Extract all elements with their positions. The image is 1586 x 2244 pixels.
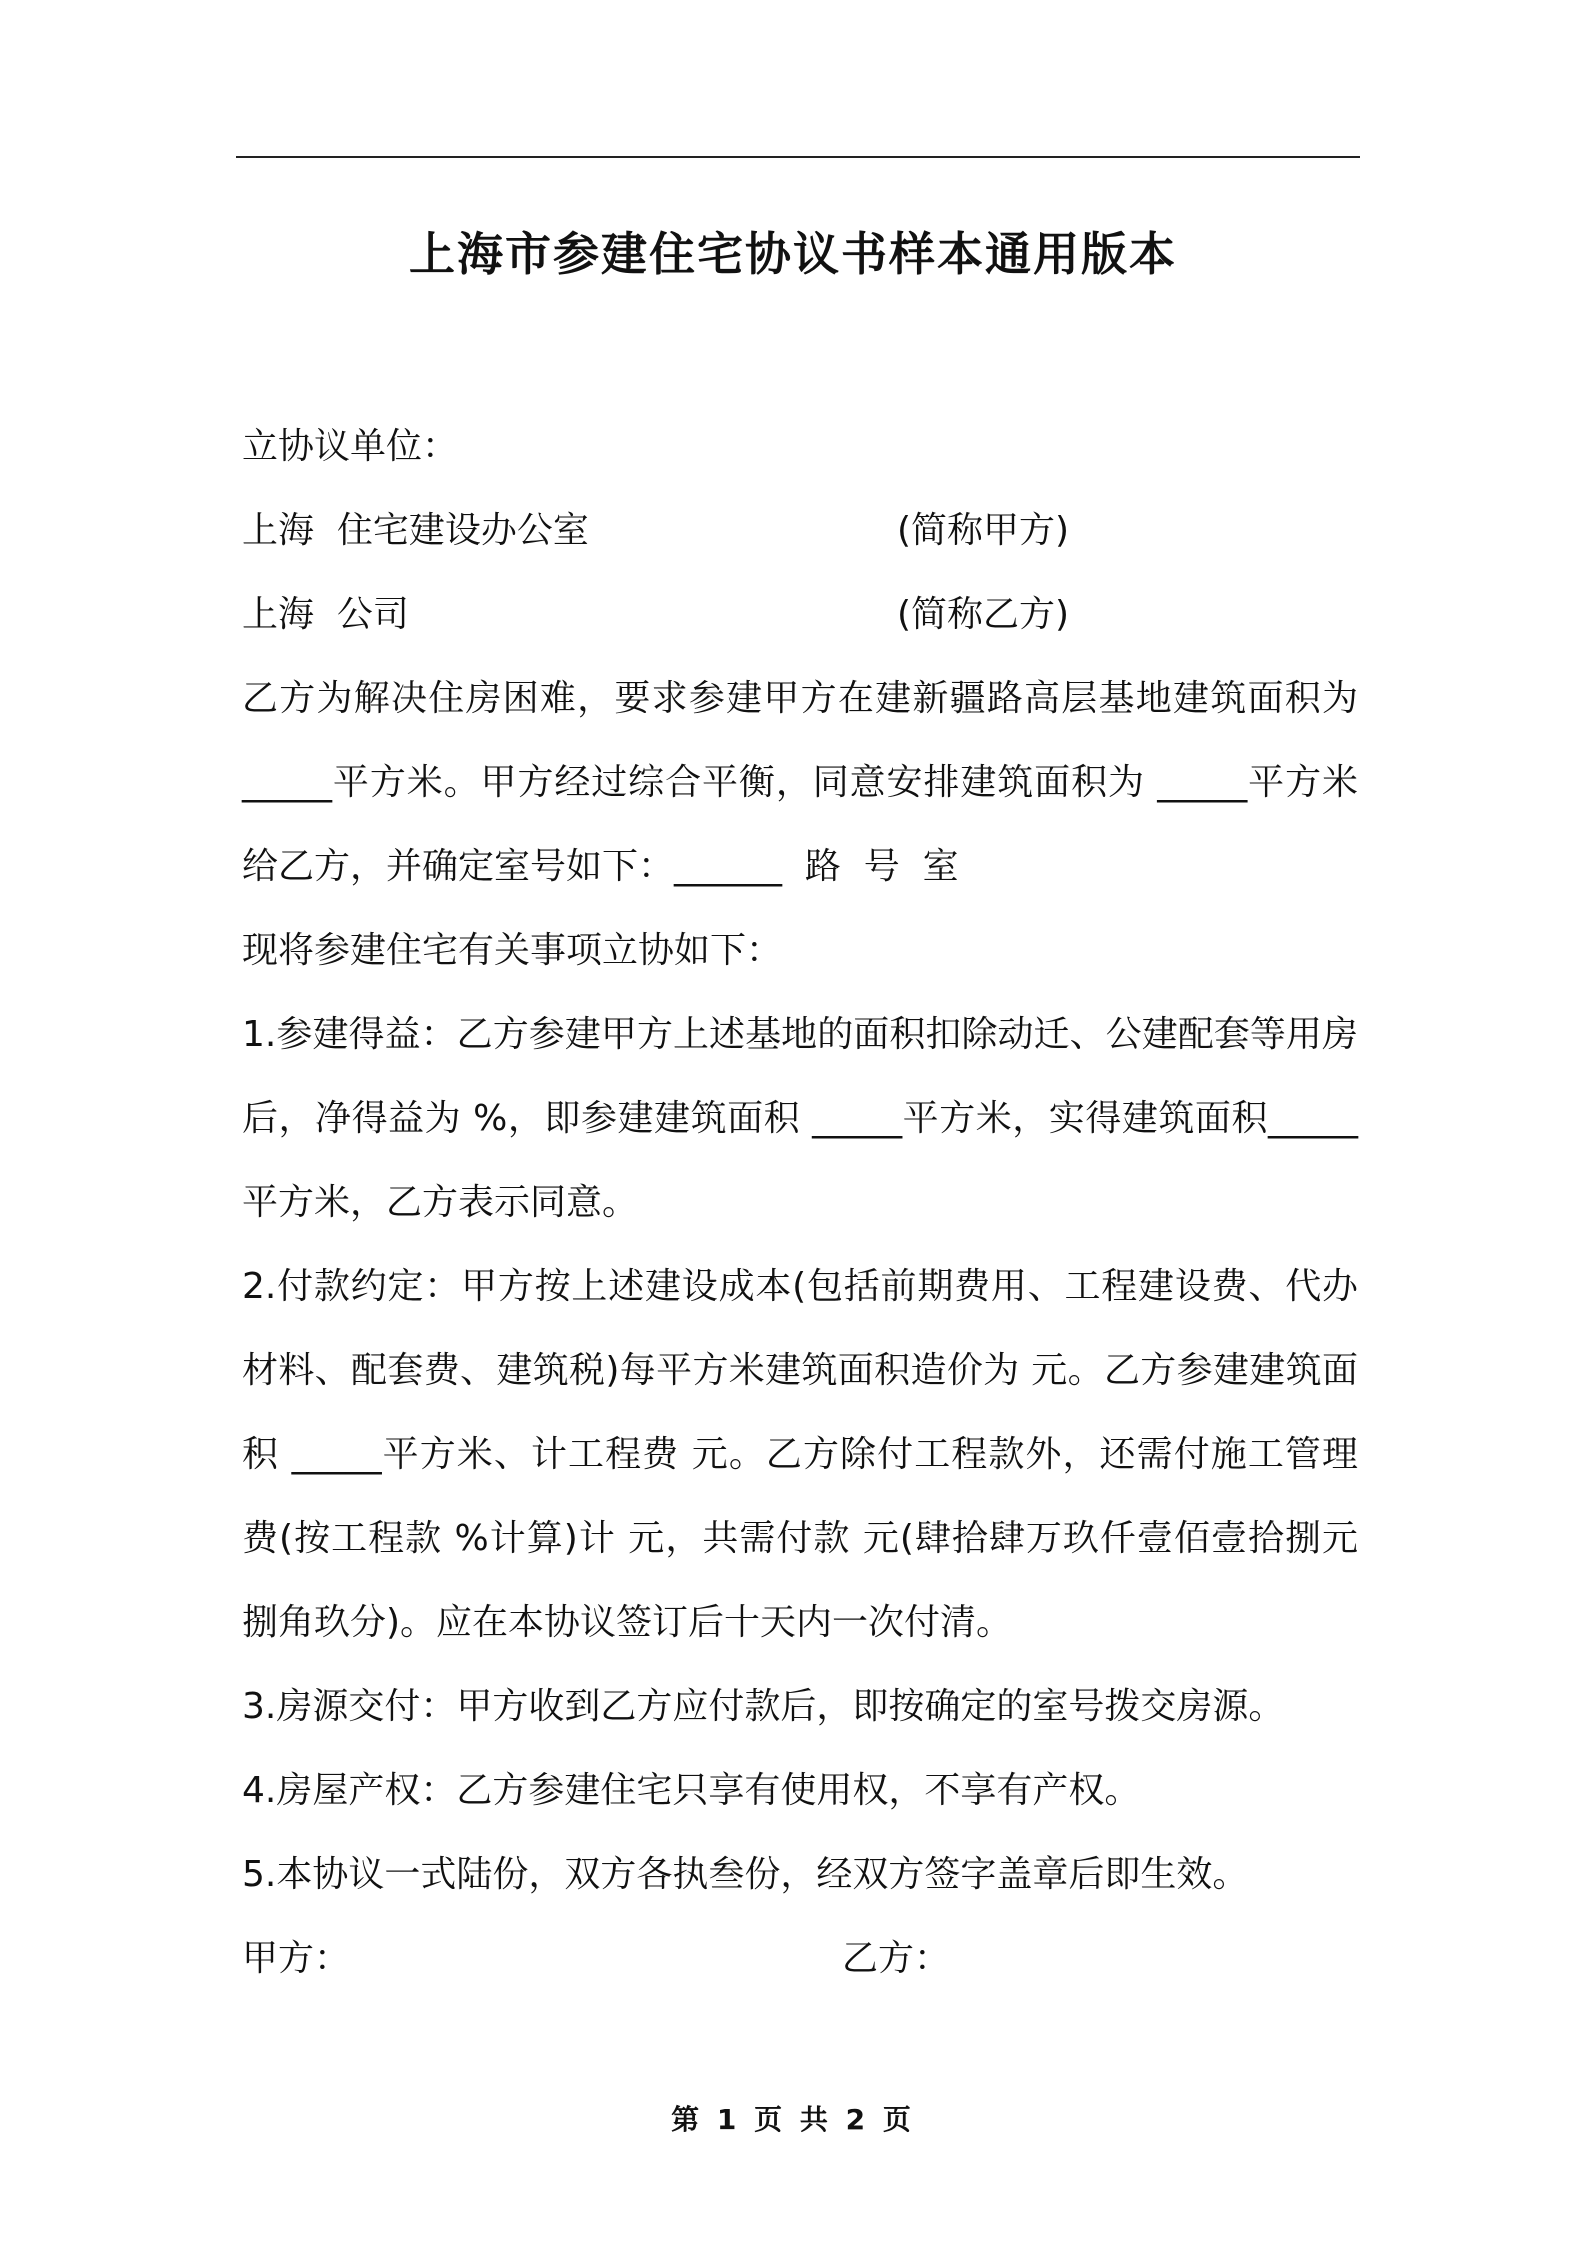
party-b-name: 上海 公司 bbox=[242, 594, 409, 635]
lead-in: 现将参建住宅有关事项立协如下： bbox=[242, 930, 783, 971]
document-body bbox=[242, 405, 1358, 2001]
party-a-name: 上海 住宅建设办公室 bbox=[242, 510, 589, 551]
party-a-short: (简称甲方) bbox=[897, 510, 1070, 551]
clause-3: 3.房源交付：甲方收到乙方应付款后，即按确定的室号拨交房源。 bbox=[242, 1686, 1285, 1727]
clause-1: 1.参建得益：乙方参建甲方上述基地的面积扣除动迁、公建配套等用房后，净得益为 %，即参建建筑面积 _____平方米，实得建筑面积_____平方米，乙方表示同意。 bbox=[242, 1014, 1358, 1223]
party-b-line bbox=[242, 573, 1358, 657]
signature-party-a: 甲方： bbox=[242, 1938, 351, 1979]
party-b-short: (简称乙方) bbox=[897, 594, 1070, 635]
clause-5: 5.本协议一式陆份，双方各执叁份，经双方签字盖章后即生效。 bbox=[242, 1854, 1249, 1895]
party-a-line bbox=[242, 489, 1358, 573]
intro-paragraph: 乙方为解决住房困难，要求参建甲方在建新疆路高层基地建筑面积为_____平方米。甲方经过综合平衡，同意安排建筑面积为 _____平方米给乙方，并确定室号如下：______ 路 号 室 bbox=[242, 678, 1358, 887]
clause-4: 4.房屋产权：乙方参建住宅只享有使用权，不享有产权。 bbox=[242, 1770, 1141, 1811]
parties-heading: 立协议单位： bbox=[242, 426, 459, 467]
header-rule bbox=[236, 156, 1360, 158]
signature-line bbox=[242, 1917, 1358, 2001]
signature-party-b: 乙方： bbox=[842, 1938, 951, 1979]
page-indicator: 第 1 页 共 2 页 bbox=[671, 2103, 915, 2136]
document-title: 上海市参建住宅协议书样本通用版本 bbox=[409, 227, 1177, 281]
clause-2: 2.付款约定：甲方按上述建设成本(包括前期费用、工程建设费、代办材料、配套费、建筑税)每平方米建筑面积造价为 元。乙方参建建筑面积 _____平方米、计工程费 元。乙方除付工程款外，还需付施工管理费(按工程款 %计算)计 元，共需付款 元(肆拾肆万玖仟壹佰壹拾捌元捌角玖分)。应在本协议签订后十天内一次付清。 bbox=[242, 1266, 1358, 1643]
